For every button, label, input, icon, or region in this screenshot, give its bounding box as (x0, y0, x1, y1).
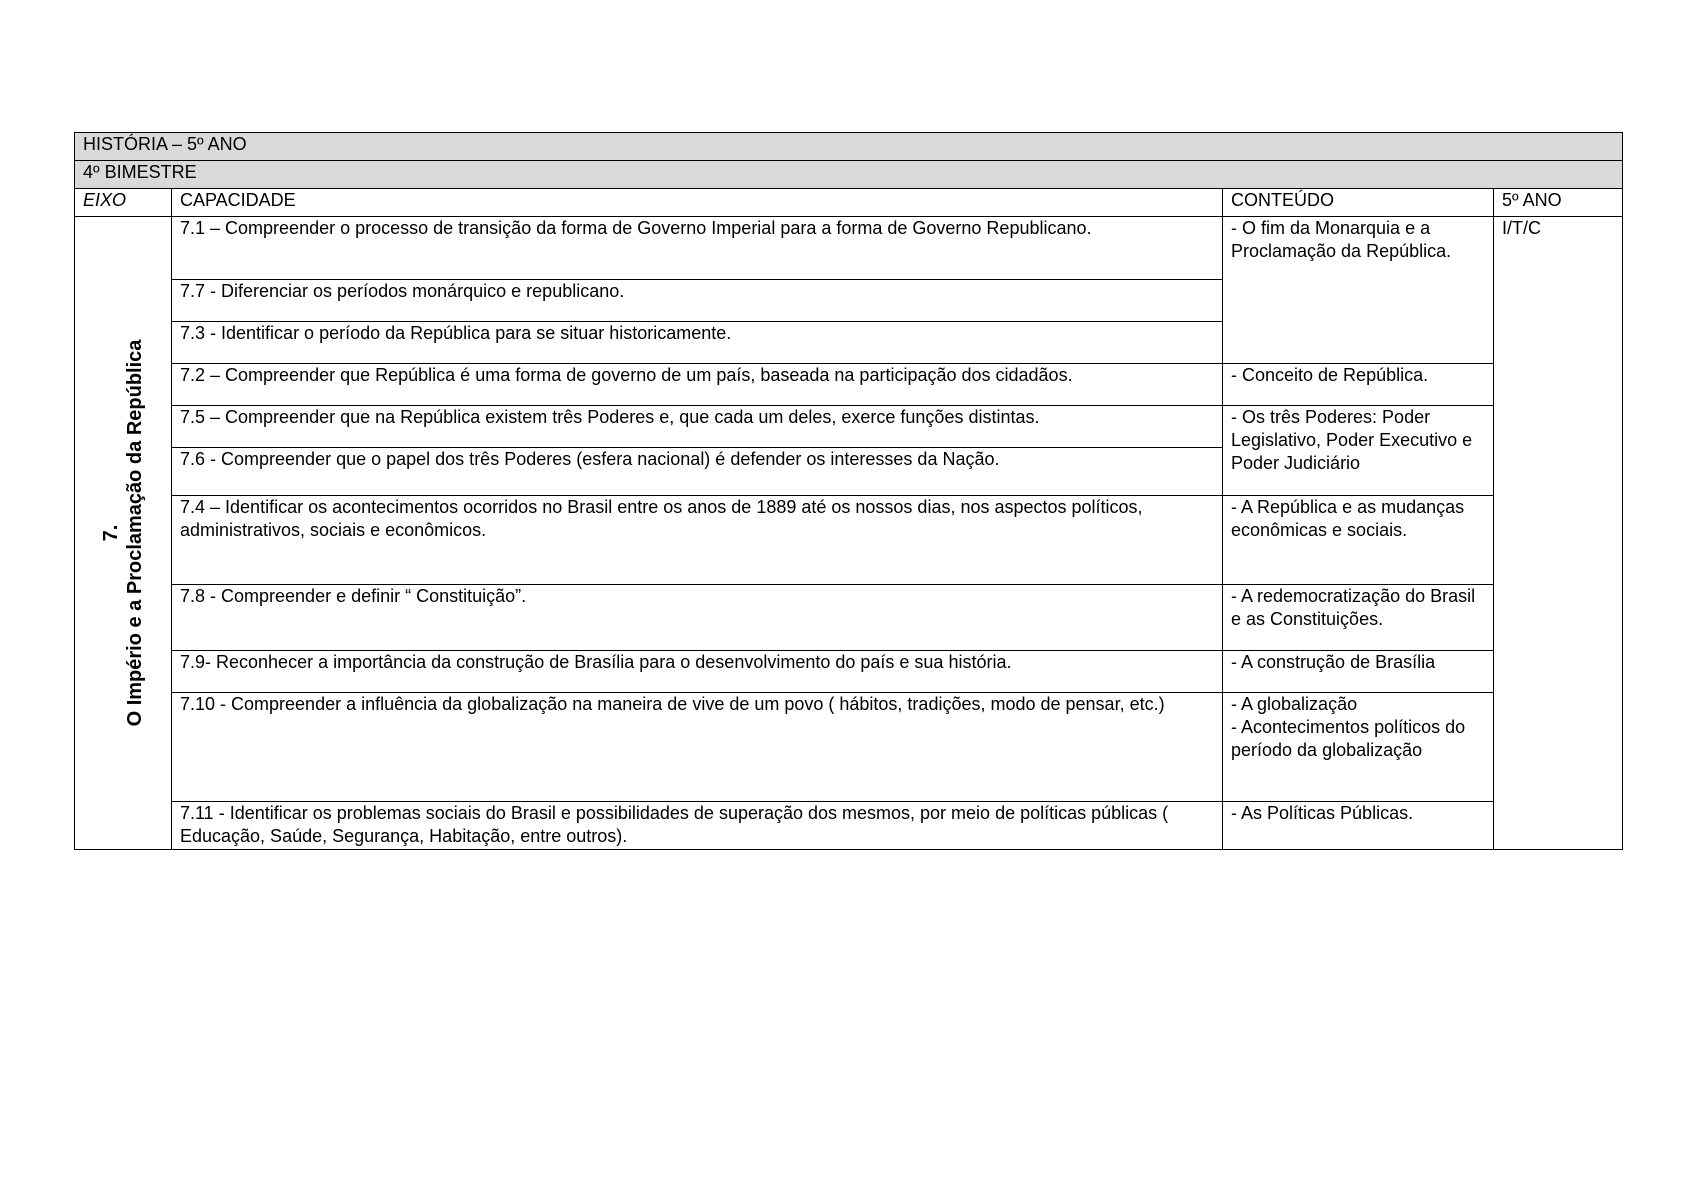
conteudo-cell: - O fim da Monarquia e a Proclamação da República. (1223, 217, 1494, 364)
conteudo-cell: - A redemocratização do Brasil e as Constituições. (1223, 585, 1494, 651)
eixo-number: 7. (100, 524, 122, 542)
table-row (75, 802, 1623, 850)
conteudo-cell: - Os três Poderes: Poder Legislativo, Poder Executivo e Poder Judiciário (1223, 406, 1494, 496)
table-row (75, 406, 1623, 448)
conteudo-cell: - A República e as mudanças econômicas e sociais. (1223, 496, 1494, 585)
capacidade-cell: 7.3 - Identificar o período da República para se situar historicamente. (172, 322, 1223, 364)
capacidade-cell: 7.7 - Diferenciar os períodos monárquico e republicano. (172, 280, 1223, 322)
curriculum-table (74, 132, 1623, 850)
eixo-title: O Império e a Proclamação da República (124, 339, 146, 727)
conteudo-cell: - Conceito de República. (1223, 364, 1494, 406)
ano-cell: I/T/C (1494, 217, 1623, 850)
capacidade-cell: 7.4 – Identificar os acontecimentos ocorridos no Brasil entre os anos de 1889 até os nossos dias, nos aspectos políticos, administrativos, sociais e econômicos. (172, 496, 1223, 585)
capacidade-cell: 7.8 - Compreender e definir “ Constituição”. (172, 585, 1223, 651)
capacidade-cell: 7.10 - Compreender a influência da globalização na maneira de vive de um povo ( hábitos, tradições, modo de pensar, etc.) (172, 693, 1223, 802)
column-header-capacidade: CAPACIDADE (172, 189, 1223, 217)
table-subtitle: 4º BIMESTRE (75, 161, 1623, 189)
capacidade-cell: 7.2 – Compreender que República é uma forma de governo de um país, baseada na participação dos cidadãos. (172, 364, 1223, 406)
column-header-ano: 5º ANO (1494, 189, 1623, 217)
conteudo-cell: - A construção de Brasília (1223, 651, 1494, 693)
table-row (75, 217, 1623, 280)
table-row (75, 496, 1623, 585)
table-row (75, 651, 1623, 693)
eixo-cell (75, 217, 172, 850)
table-row (75, 693, 1623, 802)
conteudo-item: - A globalização (1231, 694, 1358, 714)
table-row (75, 585, 1623, 651)
capacidade-cell: 7.11 - Identificar os problemas sociais do Brasil e possibilidades de superação dos mesmos, por meio de políticas públicas ( Educação, Saúde, Segurança, Habitação, entre outros). (172, 802, 1223, 850)
capacidade-cell: 7.1 – Compreender o processo de transição da forma de Governo Imperial para a forma de Governo Republicano. (172, 217, 1223, 280)
conteudo-item: - Acontecimentos políticos do período da globalização (1231, 717, 1466, 760)
column-header-eixo: EIXO (75, 189, 172, 217)
column-header-conteudo: CONTEÚDO (1223, 189, 1494, 217)
capacidade-cell: 7.9- Reconhecer a importância da construção de Brasília para o desenvolvimento do país e sua história. (172, 651, 1223, 693)
table-row (75, 364, 1623, 406)
conteudo-cell (1223, 693, 1494, 802)
capacidade-cell: 7.6 - Compreender que o papel dos três Poderes (esfera nacional) é defender os interesses da Nação. (172, 448, 1223, 496)
table-title: HISTÓRIA – 5º ANO (75, 133, 1623, 161)
capacidade-cell: 7.5 – Compreender que na República existem três Poderes e, que cada um deles, exerce funções distintas. (172, 406, 1223, 448)
conteudo-cell: - As Políticas Públicas. (1223, 802, 1494, 850)
eixo-label (99, 340, 147, 727)
